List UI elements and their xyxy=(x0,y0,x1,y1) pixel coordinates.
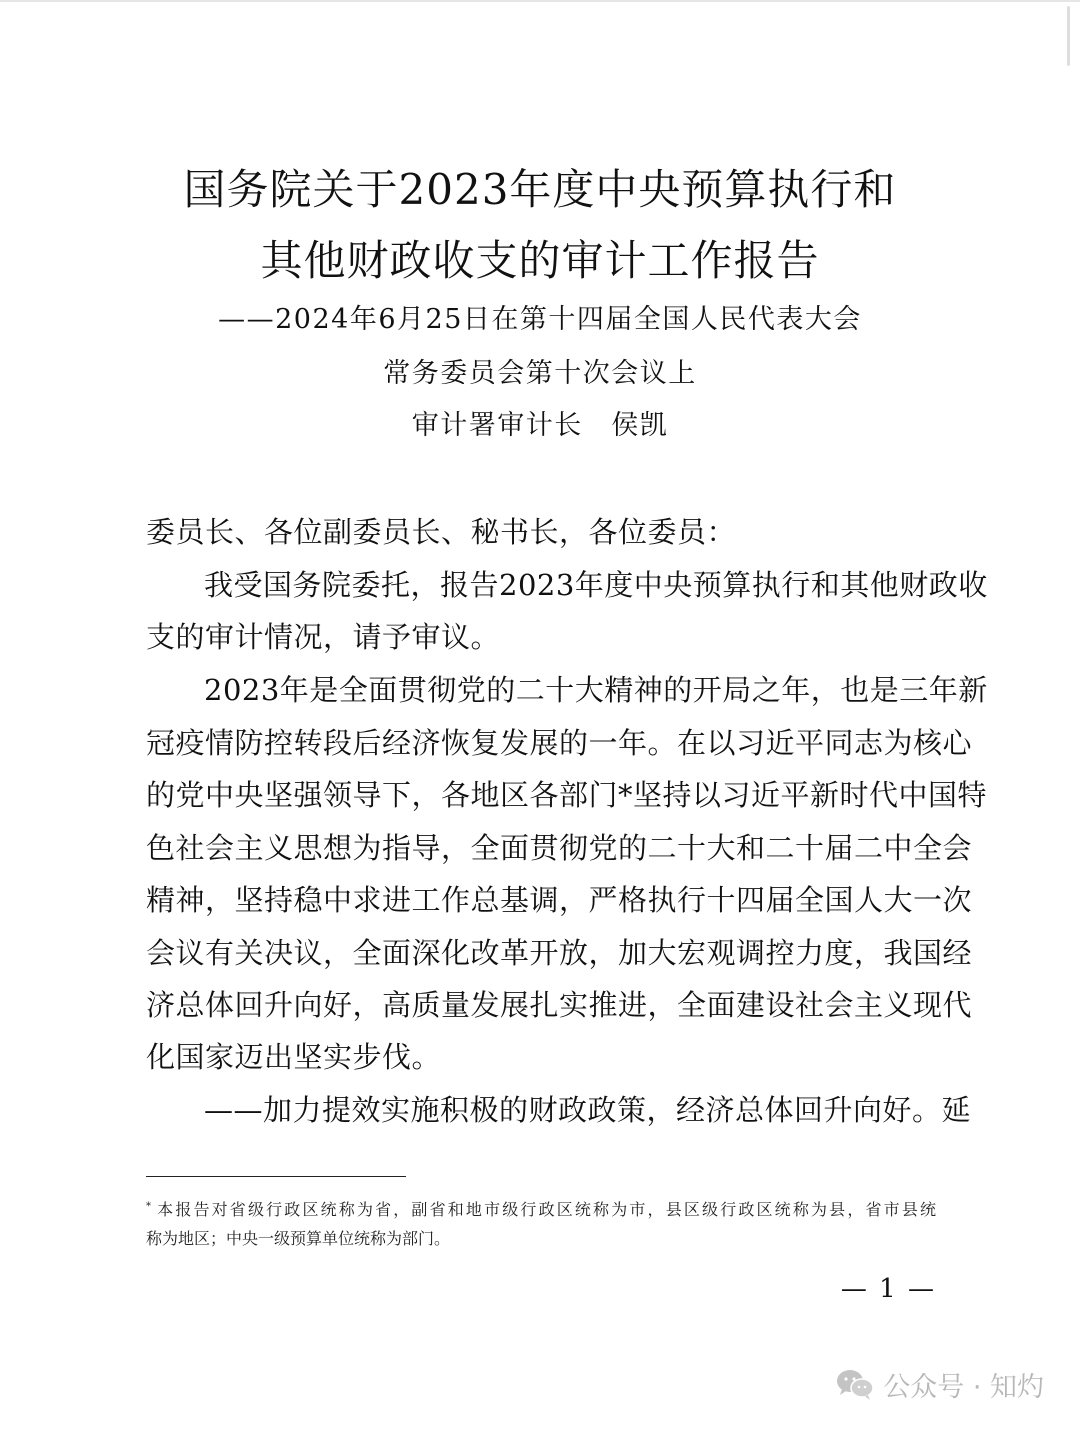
footnote-line-2: 称为地区；中央一级预算单位统称为部门。 xyxy=(146,1229,451,1248)
title-line-2: 其他财政收支的审计工作报告 xyxy=(260,236,820,285)
paragraph-2-line-8: 化国家迈出坚实步伐。 xyxy=(146,1040,442,1074)
title-line-1: 国务院关于2023年度中央预算执行和 xyxy=(183,165,897,214)
subtitle-line-1: ——2024年6月25日在第十四届全国人民代表大会 xyxy=(218,304,862,335)
paragraph-1-line-2: 支的审计情况，请予审议。 xyxy=(146,620,501,654)
page-top-edge xyxy=(0,0,1080,2)
salutation: 委员长、各位副委员长、秘书长，各位委员： xyxy=(146,515,737,549)
paragraph-2-line-5: 精神，坚持稳中求进工作总基调，严格执行十四届全国人大一次 xyxy=(146,883,973,917)
footnote-marker: * xyxy=(146,1201,151,1212)
footnote-text-1: 本报告对省级行政区统称为省，副省和地市级行政区统称为市，县区级行政区统称为县，省市县统 xyxy=(155,1200,936,1219)
paragraph-2-line-1: 2023年是全面贯彻党的二十大精神的开局之年，也是三年新 xyxy=(204,673,988,707)
speaker-line: 审计署审计长 侯凯 xyxy=(411,410,669,441)
scrollbar-thumb[interactable] xyxy=(1067,6,1070,66)
watermark xyxy=(835,1364,1044,1404)
footnote-line-1 xyxy=(146,1194,936,1223)
footnote-separator xyxy=(146,1176,406,1177)
paragraph-1-line-1: 我受国务院委托，报告2023年度中央预算执行和其他财政收 xyxy=(204,568,988,602)
subtitle-line-2: 常务委员会第十次会议上 xyxy=(383,358,697,389)
page-number: — 1 — xyxy=(840,1274,936,1304)
paragraph-2-line-7: 济总体回升向好，高质量发展扎实推进，全面建设社会主义现代 xyxy=(146,988,973,1022)
paragraph-2-line-3: 的党中央坚强领导下，各地区各部门*坚持以习近平新时代中国特 xyxy=(146,778,988,812)
paragraph-2-line-2: 冠疫情防控转段后经济恢复发展的一年。在以习近平同志为核心 xyxy=(146,726,973,760)
paragraph-2-line-4: 色社会主义思想为指导，全面贯彻党的二十大和二十届二中全会 xyxy=(146,831,973,865)
paragraph-2-line-6: 会议有关决议，全面深化改革开放，加大宏观调控力度，我国经 xyxy=(146,936,973,970)
wechat-icon xyxy=(835,1367,875,1401)
watermark-text: 公众号 · 知灼 xyxy=(883,1371,1044,1403)
paragraph-3-line-1: ——加力提效实施积极的财政政策，经济总体回升向好。延 xyxy=(204,1093,972,1127)
